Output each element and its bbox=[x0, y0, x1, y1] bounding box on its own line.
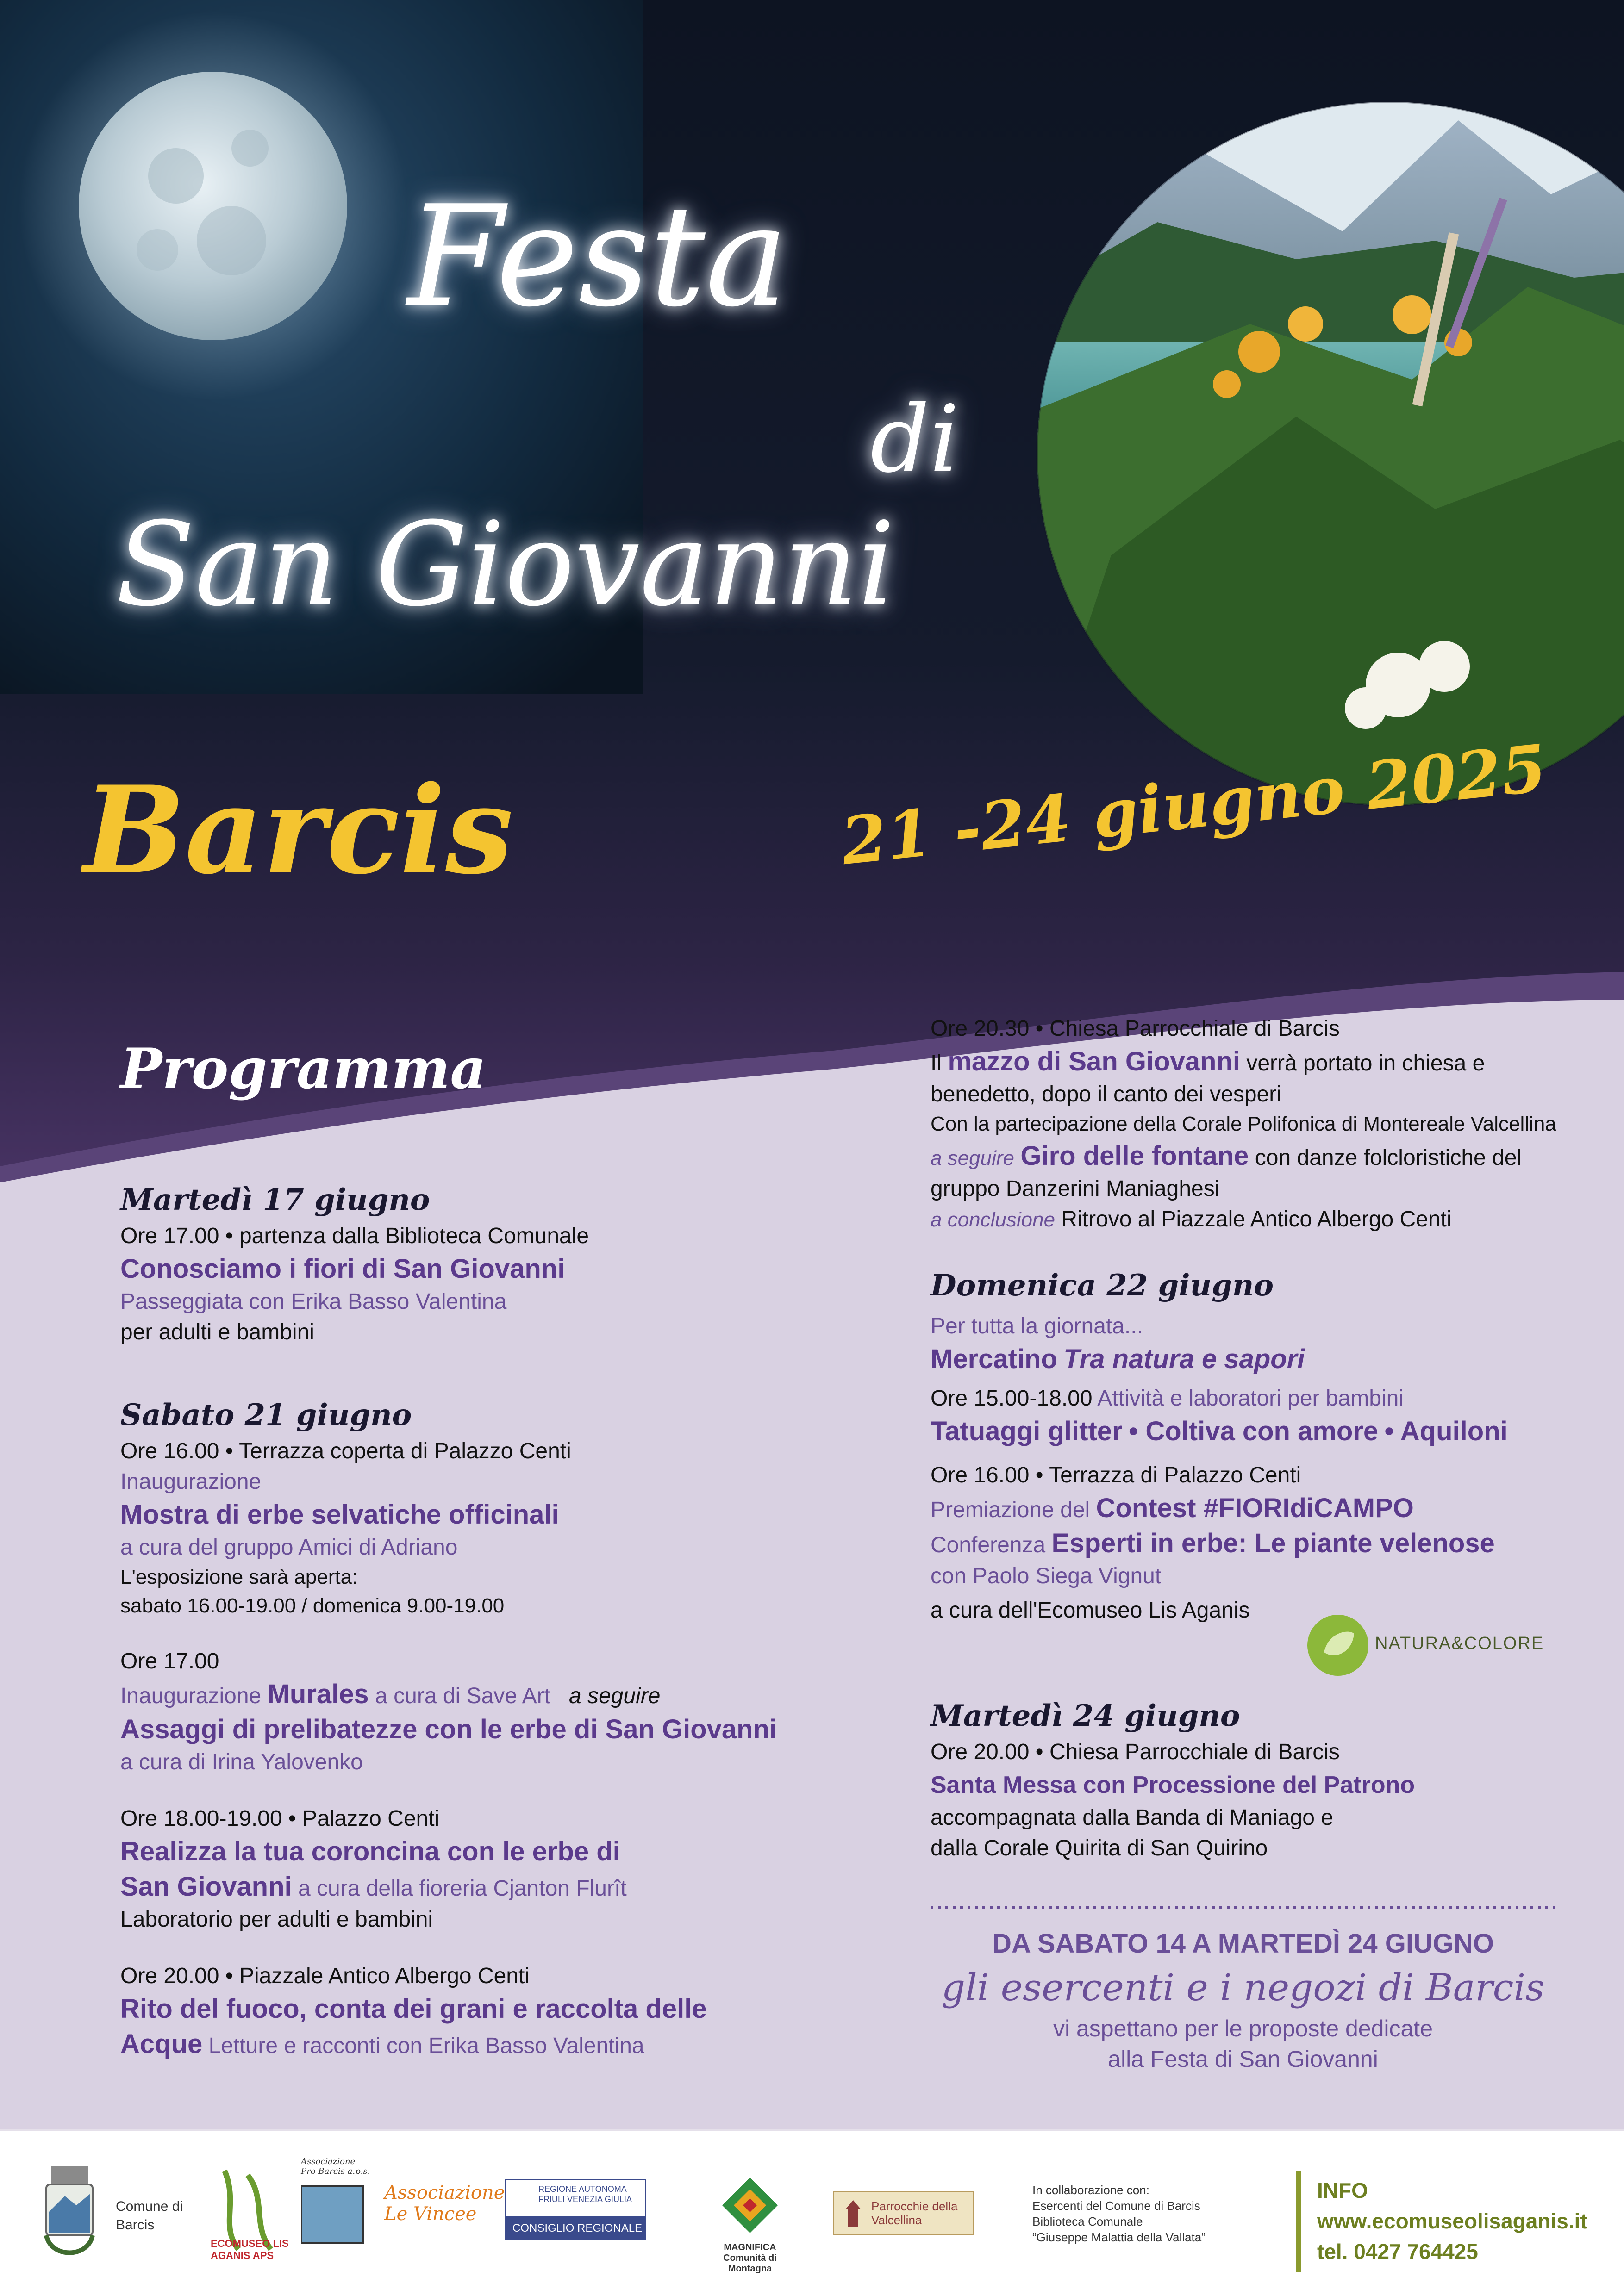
magnifica-text: MAGNIFICA Comunità di Montagna bbox=[723, 2242, 777, 2274]
event-line bbox=[931, 1491, 1579, 1526]
collab-item: Biblioteca Comunale bbox=[1032, 2215, 1143, 2228]
promo-dates: DA SABATO 14 A MARTEDÌ 24 GIUGNO bbox=[992, 1929, 1494, 1959]
regione-logo bbox=[505, 2179, 646, 2240]
info-website-link[interactable]: www.ecomuseolisaganis.it bbox=[1317, 2209, 1587, 2233]
day-label: Sabato 21 giugno bbox=[120, 1398, 412, 1432]
crest-icon bbox=[37, 2157, 102, 2272]
event-note: Laboratorio per adulti e bambini bbox=[120, 1907, 433, 1932]
event-line bbox=[931, 1204, 1579, 1235]
day-label: Domenica 22 giugno bbox=[931, 1268, 1274, 1303]
event-subtitle: Passeggiata con Erika Basso Valentina bbox=[120, 1289, 507, 1314]
follow-note: a seguire bbox=[931, 1147, 1015, 1170]
activities-line: Tatuaggi glitter • Coltiva con amore • Aquiloni bbox=[931, 1416, 1508, 1446]
activity: Aquiloni bbox=[1400, 1416, 1508, 1446]
time: Ore 15.00-18.00 bbox=[931, 1386, 1093, 1411]
event-title: Esperti in erbe: Le piante velenose bbox=[1051, 1528, 1495, 1558]
day-label: Martedì 17 giugno bbox=[120, 1182, 430, 1217]
title-line-2: di bbox=[870, 386, 959, 493]
promo-block bbox=[931, 1925, 1555, 2074]
event-text: gruppo Danzerini Maniaghesi bbox=[931, 1176, 1220, 1201]
event-title: Contest #FIORIdiCAMPO bbox=[1096, 1493, 1414, 1523]
event-line bbox=[931, 1044, 1579, 1079]
event-note: Con la partecipazione della Corale Polifonica di Montereale Valcellina bbox=[931, 1113, 1556, 1135]
day-label: Martedì 24 giugno bbox=[931, 1699, 1240, 1733]
ecomuseo-logo bbox=[211, 2157, 289, 2268]
event-text: benedetto, dopo il canto dei vesperi bbox=[931, 1082, 1281, 1107]
time: Ore 20.00 • Chiesa Parrocchiale di Barcis bbox=[931, 1740, 1340, 1764]
vincee-logo: Associazione Le Vincee bbox=[384, 2182, 505, 2225]
probarcis-photo bbox=[301, 2185, 364, 2244]
parrocchie-logo bbox=[833, 2191, 974, 2235]
event-subtitle: a cura di Irina Yalovenko bbox=[120, 1750, 363, 1774]
event-title: Giro delle fontane bbox=[1020, 1141, 1249, 1171]
event-text: con danze folcloristiche del bbox=[1255, 1145, 1522, 1170]
event-title: Acque bbox=[120, 2029, 203, 2059]
natura-colore-logo bbox=[1305, 1613, 1544, 1678]
collab-title: In collaborazione con: bbox=[1032, 2183, 1149, 2197]
event-line bbox=[931, 1139, 1579, 1174]
event-text: verrà portato in chiesa e bbox=[1246, 1051, 1485, 1076]
consiglio-text: CONSIGLIO REGIONALE bbox=[506, 2216, 645, 2240]
collab-item: “Giuseppe Malattia della Vallata” bbox=[1032, 2230, 1206, 2244]
event-title: Assaggi di prelibatezze con le erbe di San Giovanni bbox=[120, 1714, 777, 1744]
follow-note: a seguire bbox=[569, 1684, 661, 1708]
magnifica-icon bbox=[708, 2173, 792, 2242]
event-text: Ritrovo al Piazzale Antico Albergo Centi bbox=[1061, 1207, 1452, 1232]
logo-text: NATURA&COLORE bbox=[1375, 1634, 1544, 1653]
title-line-3: San Giovanni bbox=[116, 497, 895, 632]
event-pre: Conferenza bbox=[931, 1533, 1046, 1557]
day-tuesday-17 bbox=[120, 1182, 880, 1348]
time: Ore 16.00 • Terrazza coperta di Palazzo Centi bbox=[120, 1439, 571, 1463]
church-icon bbox=[834, 2195, 871, 2232]
event-line bbox=[120, 1869, 880, 1904]
time: Ore 16.00 • Terrazza di Palazzo Centi bbox=[931, 1463, 1301, 1487]
activity: Tatuaggi glitter bbox=[931, 1416, 1123, 1446]
event-title: Conosciamo i fiori di San Giovanni bbox=[120, 1254, 565, 1284]
event-title: Mercatino bbox=[931, 1344, 1057, 1374]
event-subtitle: Attività e laboratori per bambini bbox=[1097, 1386, 1404, 1411]
promo-text: vi aspettano per le proposte dedicate bbox=[1053, 2016, 1433, 2041]
event-note: per adulti e bambini bbox=[120, 1320, 314, 1344]
event-subtitle: con Paolo Siega Vignut bbox=[931, 1564, 1162, 1588]
event-dates: 21 -24 giugno 2025 bbox=[837, 730, 1550, 880]
event-title: Santa Messa con Processione del Patrono bbox=[931, 1772, 1415, 1798]
parrocchie-text: Parrocchie della Valcellina bbox=[871, 2199, 958, 2227]
event-line bbox=[931, 1383, 1579, 1414]
event-subtitle: a cura del gruppo Amici di Adriano bbox=[120, 1535, 458, 1560]
info-label: INFO bbox=[1317, 2178, 1368, 2203]
event-title: Mostra di erbe selvatiche officinali bbox=[120, 1500, 559, 1530]
event-pre: Il bbox=[931, 1051, 942, 1076]
event-subtitle: a cura della fioreria Cjanton Flurît bbox=[298, 1876, 627, 1901]
event-title: Murales bbox=[267, 1679, 369, 1709]
comune-crest-logo bbox=[37, 2157, 102, 2272]
event-note: a cura dell'Ecomuseo Lis Aganis bbox=[931, 1598, 1250, 1623]
ecomuseo-text: ECOMUSEO LIS AGANIS APS bbox=[211, 2238, 289, 2261]
event-title-italic: Tra natura e sapori bbox=[1063, 1344, 1305, 1374]
event-subtitle: Letture e racconti con Erika Basso Valentina bbox=[208, 2034, 644, 2058]
conclusion-note: a conclusione bbox=[931, 1208, 1056, 1231]
event-line bbox=[931, 1342, 1579, 1377]
section-title: Programma bbox=[120, 1036, 487, 1101]
evening-event-21 bbox=[931, 1014, 1579, 1235]
info-block bbox=[1317, 2175, 1604, 2267]
event-pre: Per tutta la giornata... bbox=[931, 1314, 1143, 1338]
day-saturday-21 bbox=[120, 1398, 880, 2062]
event-line bbox=[120, 1677, 880, 1712]
probarcis-logo bbox=[301, 2157, 370, 2268]
event-subtitle: a cura di Save Art bbox=[375, 1684, 551, 1708]
comune-text: Comune di Barcis bbox=[116, 2199, 183, 2233]
event-title: mazzo di San Giovanni bbox=[948, 1046, 1240, 1076]
probarcis-text: Associazione Pro Barcis a.p.s. bbox=[301, 2157, 370, 2176]
event-line bbox=[120, 2027, 880, 2062]
event-title: Rito del fuoco, conta dei grani e raccolta delle bbox=[120, 1994, 707, 2024]
time: Ore 20.00 • Piazzale Antico Albergo Centi bbox=[120, 1964, 530, 1988]
event-pre: Inaugurazione bbox=[120, 1684, 262, 1708]
info-divider bbox=[1296, 2171, 1301, 2272]
event-note: L'esposizione sarà aperta: bbox=[120, 1566, 358, 1588]
event-title: San Giovanni bbox=[120, 1872, 292, 1902]
promo-headline: gli esercenti e i negozi di Barcis bbox=[941, 1966, 1545, 2009]
time: Ore 17.00 • partenza dalla Biblioteca Comunale bbox=[120, 1224, 589, 1248]
event-subtitle: accompagnata dalla Banda di Maniago e bbox=[931, 1805, 1333, 1830]
collaboration-block bbox=[1032, 2182, 1273, 2245]
time: Ore 20.30 • Chiesa Parrocchiale di Barcis bbox=[931, 1016, 1340, 1041]
title-line-1: Festa bbox=[407, 176, 788, 337]
time: Ore 17.00 bbox=[120, 1649, 219, 1674]
event-pre: Inaugurazione bbox=[120, 1469, 262, 1494]
place-name: Barcis bbox=[83, 760, 513, 901]
regione-text: REGIONE AUTONOMA FRIULI VENEZIA GIULIA bbox=[538, 2184, 632, 2204]
event-title: Realizza la tua coroncina con le erbe di bbox=[120, 1836, 620, 1867]
info-phone[interactable]: tel. 0427 764425 bbox=[1317, 2240, 1478, 2264]
event-pre: Premiazione del bbox=[931, 1498, 1090, 1522]
time: Ore 18.00-19.00 • Palazzo Centi bbox=[120, 1806, 440, 1831]
promo-text: alla Festa di San Giovanni bbox=[1108, 2046, 1378, 2072]
collab-item: Esercenti del Comune di Barcis bbox=[1032, 2199, 1200, 2213]
event-line bbox=[931, 1526, 1579, 1561]
day-tuesday-24 bbox=[931, 1699, 1579, 1864]
activity: Coltiva con amore bbox=[1145, 1416, 1379, 1446]
day-sunday-22 bbox=[931, 1268, 1579, 1626]
event-note: sabato 16.00-19.00 / domenica 9.00-19.00 bbox=[120, 1594, 505, 1617]
magnifica-logo bbox=[708, 2173, 792, 2274]
event-subtitle: dalla Corale Quirita di San Quirino bbox=[931, 1836, 1268, 1860]
